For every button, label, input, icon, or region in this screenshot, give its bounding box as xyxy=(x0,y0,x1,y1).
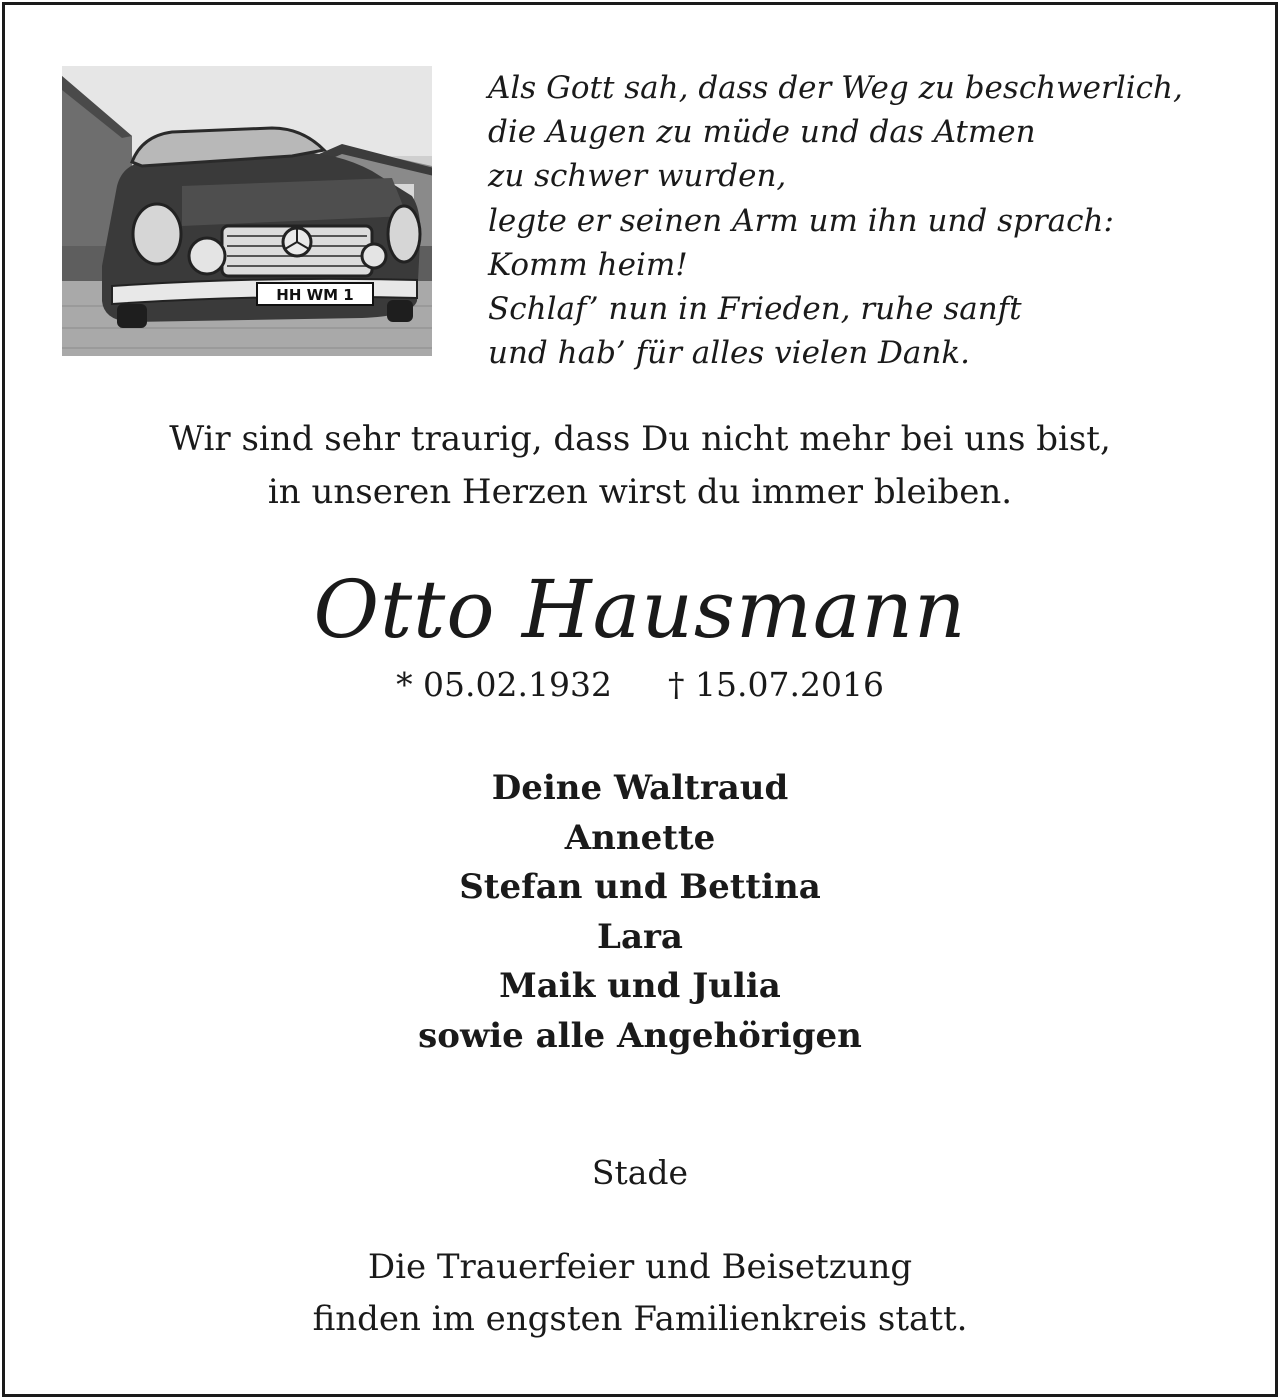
poem-line: und hab’ für alles vielen Dank. xyxy=(488,335,970,372)
deceased-name: Otto Hausmann xyxy=(313,563,967,656)
poem-line: die Augen zu müde und das Atmen xyxy=(488,114,1036,151)
mourner: Stefan und Bettina xyxy=(459,867,821,908)
notice-line: finden im engsten Familienkreis statt. xyxy=(312,1299,968,1339)
poem-line: Als Gott sah, dass der Weg zu beschwerlich, xyxy=(488,70,1183,106)
vintage-car-icon xyxy=(62,66,432,356)
poem xyxy=(488,66,1248,375)
intro-line: Wir sind sehr traurig, dass Du nicht mehr bei uns bist, xyxy=(169,419,1111,459)
car-photo xyxy=(62,66,432,356)
life-dates xyxy=(0,660,1280,710)
notice-line: Die Trauerfeier und Beisetzung xyxy=(367,1247,913,1287)
mourners-list xyxy=(0,764,1280,1062)
mourner: Deine Waltraud xyxy=(491,768,789,808)
poem-line: Schlaf’ nun in Frieden, ruhe sanft xyxy=(488,291,1022,328)
death-date: † 15.07.2016 xyxy=(668,665,884,704)
intro-line: in unseren Herzen wirst du immer bleiben. xyxy=(267,472,1013,512)
poem-line: zu schwer wurden, xyxy=(488,158,787,195)
plate-text: HH WM 1 xyxy=(276,286,354,304)
poem-line: Komm heim! xyxy=(488,246,688,283)
intro-text xyxy=(0,413,1280,519)
poem-line: legte er seinen Arm um ihn und sprach: xyxy=(488,202,1114,239)
mourner: sowie alle Angehörigen xyxy=(418,1015,862,1056)
place-name: Stade xyxy=(591,1153,689,1192)
mourner: Annette xyxy=(564,817,716,858)
birth-date: * 05.02.1932 xyxy=(396,665,612,704)
mourner: Maik und Julia xyxy=(499,966,781,1007)
mourner: Lara xyxy=(597,916,683,957)
funeral-notice xyxy=(0,1241,1280,1345)
